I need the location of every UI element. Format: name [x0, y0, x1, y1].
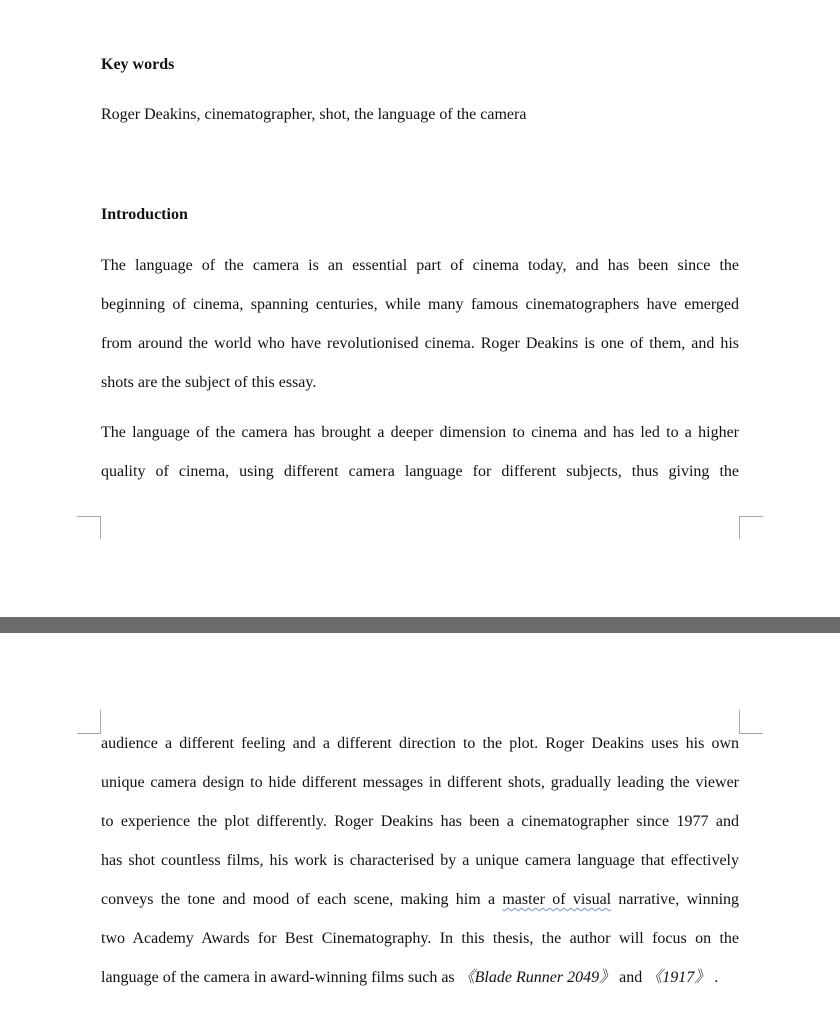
- line9-before: language of the camera in award-winning films such as: [101, 969, 459, 986]
- film-title-blade-runner: 《Blade Runner 2049》: [458, 969, 616, 986]
- intro-para1-line4: shots are the subject of this essay.: [101, 374, 317, 391]
- intro-para2-line7: [101, 889, 739, 911]
- crop-mark-bottom-left: [77, 516, 101, 539]
- line9-after: .: [710, 969, 719, 986]
- line7-before: conveys the tone and mood of each scene, making him a: [101, 891, 503, 908]
- keywords-text: Roger Deakins, cinematographer, shot, the language of the camera: [101, 106, 527, 123]
- line9-between: and: [615, 969, 647, 986]
- intro-para1-line3: from around the world who have revolutionised cinema. Roger Deakins is one of them, and his: [101, 335, 739, 352]
- intro-para2-line5: to experience the plot differently. Roger Deakins has been a cinematographer since 1977 and: [101, 813, 739, 830]
- intro-para2-line3: audience a different feeling and a different direction to the plot. Roger Deakins uses his own: [101, 735, 739, 752]
- intro-para2-line6: has shot countless films, his work is characterised by a unique camera language that effectively: [101, 852, 739, 869]
- crop-mark-top-right: [739, 710, 763, 734]
- crop-mark-top-left: [77, 710, 101, 734]
- spellcheck-underlined-phrase[interactable]: master of visual: [502, 891, 612, 908]
- intro-para2-line4: unique camera design to hide different messages in different shots, gradually leading the viewer: [101, 774, 739, 791]
- crop-mark-bottom-right: [739, 516, 763, 539]
- page-separator: [0, 617, 840, 633]
- intro-para2-line9: [101, 967, 739, 989]
- line7-after: narrative, winning: [611, 891, 740, 908]
- keywords-heading: Key words: [101, 56, 175, 73]
- introduction-heading: Introduction: [101, 206, 188, 223]
- intro-para1-line2: beginning of cinema, spanning centuries, while many famous cinematographers have emerged: [101, 296, 739, 313]
- intro-para2-line1: The language of the camera has brought a deeper dimension to cinema and has led to a higher: [101, 424, 739, 441]
- intro-para2-line8: two Academy Awards for Best Cinematography. In this thesis, the author will focus on the: [101, 930, 739, 947]
- intro-para2-line2: quality of cinema, using different camera language for different subjects, thus giving the: [101, 463, 739, 480]
- film-title-1917: 《1917》: [646, 969, 711, 986]
- page-2: [0, 633, 840, 1024]
- intro-para1-line1: The language of the camera is an essential part of cinema today, and has been since the: [101, 257, 739, 274]
